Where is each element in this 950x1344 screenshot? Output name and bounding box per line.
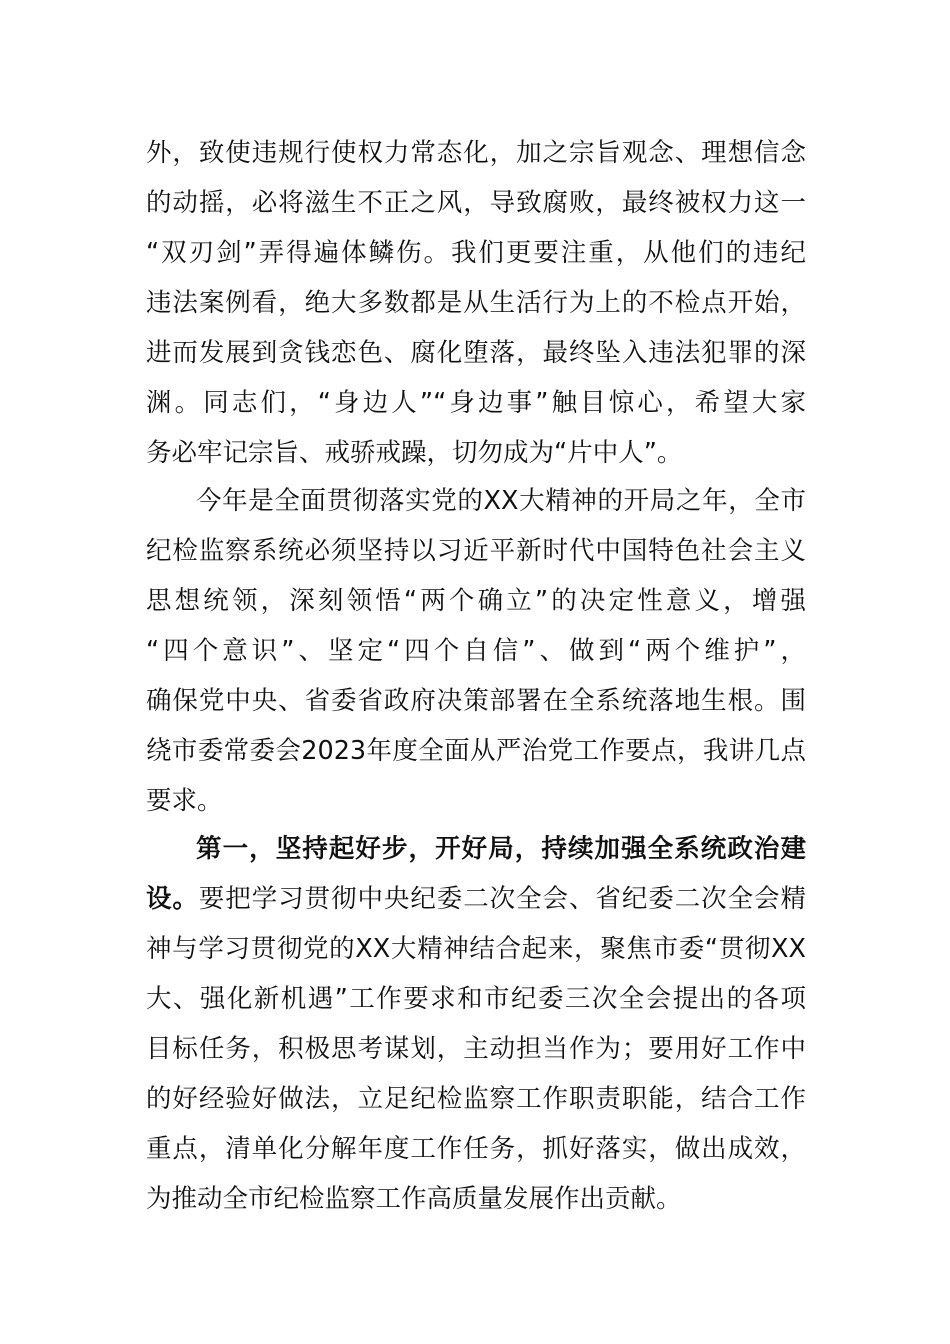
section-heading-end: 设。	[146, 884, 199, 914]
section-text: 要把学习贯彻中央纪委二次全会、省纪委二次全会精	[198, 884, 806, 914]
text-line: 重点，清单化分解年度工作任务，抓好落实，做出成效，	[146, 1134, 806, 1164]
text-line: 确保党中央、省委省政府决策部署在全系统落地生根。围	[146, 686, 806, 716]
text-line: 外，致使违规行使权力常态化，加之宗旨观念、理想信念	[146, 138, 806, 168]
text-line: 的动摇，必将滋生不正之风，导致腐败，最终被权力这一	[146, 188, 806, 218]
text-line: 为推动全市纪检监察工作高质量发展作出贡献。	[146, 1184, 682, 1214]
text-line: 渊。同志们，“身边人”“身边事”触目惊心，希望大家	[146, 388, 806, 418]
text-line: 进而发展到贪钱恋色、腐化堕落，最终坠入违法犯罪的深	[146, 338, 806, 368]
section-heading: 第一，坚持起好步，开好局，持续加强全系统政治建	[196, 834, 806, 864]
text-line: 绕市委常委会2023年度全面从严治党工作要点，我讲几点	[146, 736, 806, 766]
text-line: 违法案例看，绝大多数都是从生活行为上的不检点开始，	[146, 288, 806, 318]
text-line	[146, 874, 806, 924]
text-line: 思想统领，深刻领悟“两个确立”的决定性意义，增强	[146, 586, 806, 616]
text-line: 的好经验好做法，立足纪检监察工作职责职能，结合工作	[146, 1084, 806, 1114]
text-line: 神与学习贯彻党的XX大精神结合起来，聚焦市委“贯彻XX	[146, 934, 806, 964]
text-line: “四个意识”、坚定“四个自信”、做到“两个维护”，	[146, 636, 806, 666]
text-line: 要求。	[146, 786, 223, 816]
text-line: “双刃剑”弄得遍体鳞伤。我们更要注重，从他们的违纪	[146, 238, 806, 268]
text-line: 务必牢记宗旨、戒骄戒躁，切勿成为“片中人”。	[146, 438, 683, 468]
text-line: 大、强化新机遇”工作要求和市纪委三次全会提出的各项	[146, 984, 806, 1014]
text-line: 纪检监察系统必须坚持以习近平新时代中国特色社会主义	[146, 536, 806, 566]
text-line: 目标任务，积极思考谋划，主动担当作为；要用好工作中	[146, 1034, 806, 1064]
text-line: 今年是全面贯彻落实党的XX大精神的开局之年，全市	[196, 486, 806, 516]
